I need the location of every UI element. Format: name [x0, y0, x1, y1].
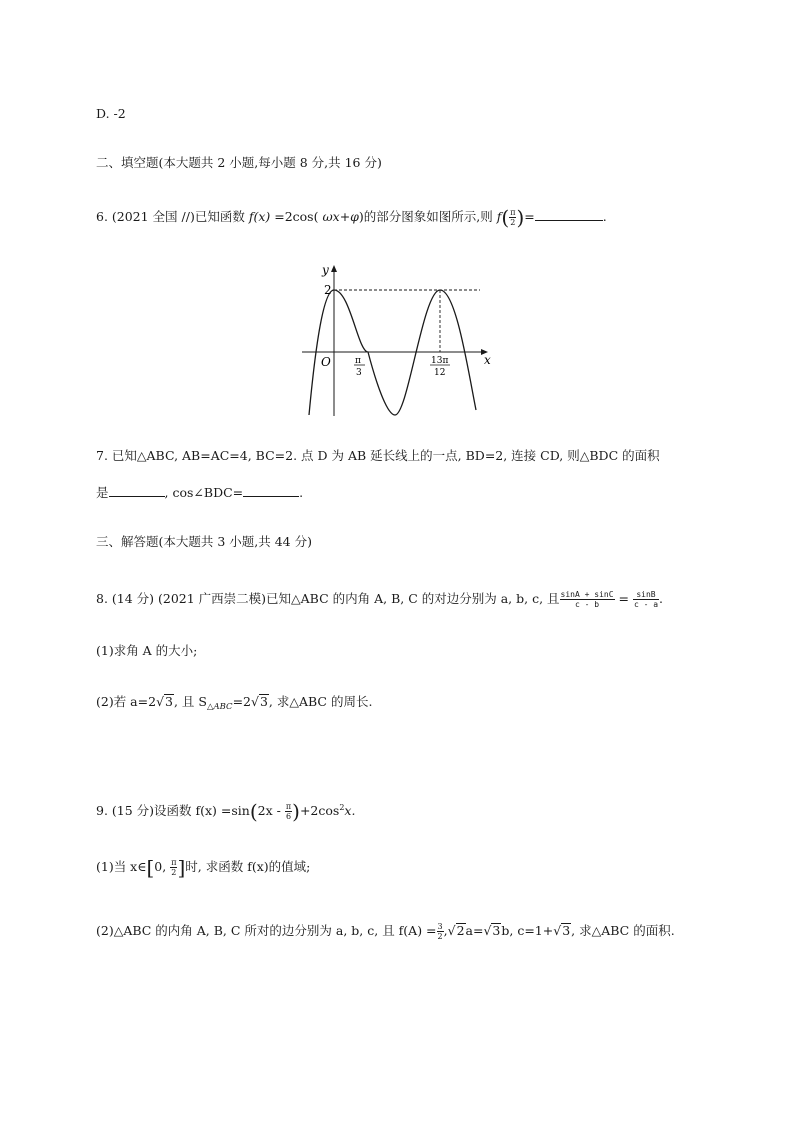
y-axis-arrow	[331, 265, 337, 272]
q6-end: .	[602, 209, 607, 224]
tick-13pi-12-den: 12	[434, 368, 446, 378]
question-6	[96, 205, 607, 230]
q6-fx: f(x)	[248, 209, 271, 224]
option-d: D. -2	[96, 106, 126, 121]
q6-eq: =2cos(	[270, 209, 323, 224]
section-2-title: 二、填空题(本大题共 2 小题,每小题 8 分,共 16 分)	[96, 155, 382, 170]
q8-fraction-1: $\frac{\sin A + \sin C}{c - b}$	[560, 590, 614, 609]
question-7-line-2: 是 , cos∠BDC= .	[96, 485, 304, 500]
q8-fraction-2: $\frac{\sin B}{c - a}$	[633, 590, 659, 609]
q6-fraction: $\frac{\pi}{2}$	[510, 208, 516, 227]
q9-part1-fraction: $\frac{\pi}{2}$	[171, 858, 177, 877]
answer-blank[interactable]	[535, 208, 603, 221]
q6-tail: =	[524, 209, 535, 224]
tick-pi-3-num: π	[355, 356, 361, 366]
q9-part-1: (1)当 x∈[0, $\frac{\pi}{2}$ ]时, 求函数 f(x)的值域;	[96, 855, 311, 880]
q9-part2-fraction: $\frac{3}{2}$	[437, 922, 443, 941]
y-tick-2: 2	[324, 283, 332, 297]
paren-open: (	[501, 205, 510, 230]
q9-fraction: $\frac{\pi}{6}$	[285, 802, 292, 821]
y-label: y	[322, 263, 329, 277]
x-label: x	[484, 353, 491, 367]
tick-13pi-12-num: 13π	[431, 356, 449, 366]
question-9: 9. (15 分)设函数 f(x) =sin(2x - $\frac{\pi}{6}$ )$+2\cos^2x$.	[96, 799, 356, 824]
q6-close: )的部分图象如图所示,则	[358, 209, 497, 224]
cos-blank[interactable]	[243, 484, 299, 497]
question-7-line-1: 7. 已知△ABC, AB=AC=4, BC=2. 点 D 为 AB 延长线上的一点, BD=2, 连接 CD, 则△BDC 的面积	[96, 448, 660, 463]
q9-part-2: (2)△ABC 的内角 A, B, C 所对的边分别为 a, b, c, 且 f(A) = $\frac{3}{2}$ ,√2a=√3b, c=1+√3, 求△ABC 的面积.	[96, 922, 675, 941]
q6-prefix: 6. (2021 全国 //)已知函数	[96, 209, 249, 224]
q8-part-2: (2)若 a=2√3, 且 $S_{\triangle ABC}=2√3$, 求△ABC 的周长.	[96, 694, 373, 712]
q6-f: f	[496, 209, 502, 224]
area-blank[interactable]	[109, 484, 165, 497]
question-8: 8. (14 分) (2021 广西崇二模)已知△ABC 的内角 A, B, C 的对边分别为 a, b, c, 且 $\frac{\sin A + \sin C}{c - b}$ = $\frac{\sin B}{c - a}$ .	[96, 590, 664, 609]
origin-label: O	[321, 355, 331, 369]
section-3-title: 三、解答题(本大题共 3 小题,共 44 分)	[96, 534, 312, 549]
paren-close: )	[516, 205, 525, 230]
q8-part-1: (1)求角 A 的大小;	[96, 643, 198, 658]
q6-arg: ωx+φ	[322, 209, 359, 224]
tick-pi-3-den: 3	[356, 368, 362, 378]
cosine-graph	[298, 260, 494, 420]
